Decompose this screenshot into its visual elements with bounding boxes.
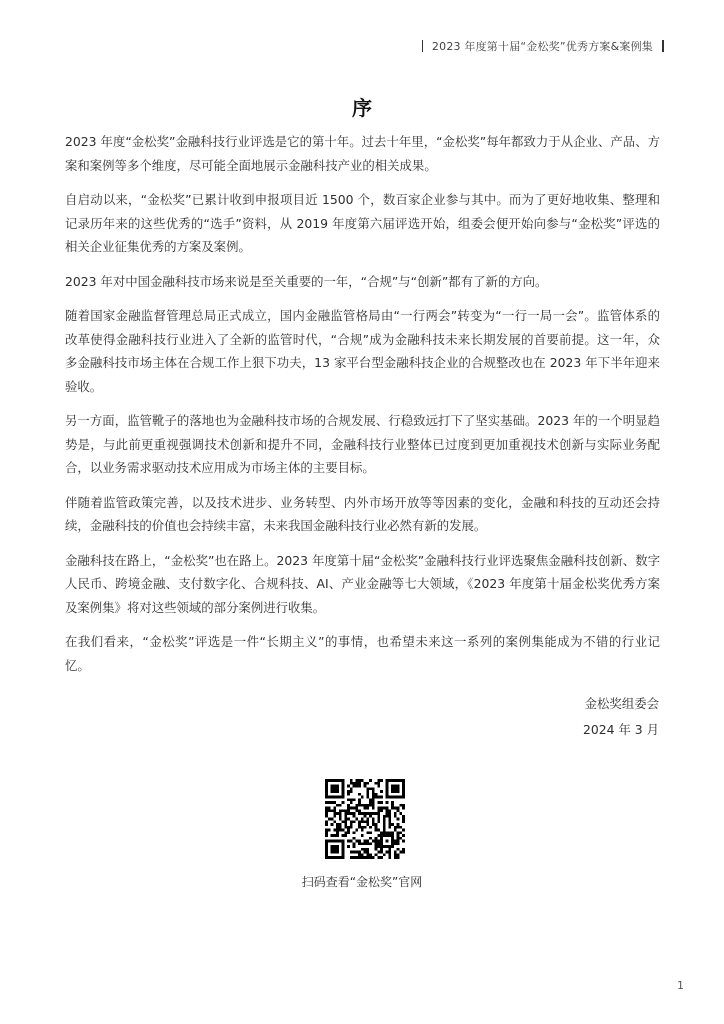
qr-code-icon[interactable]	[325, 779, 405, 859]
paragraph: 随着国家金融监督管理总局正式成立，国内金融监管格局由“一行两会”转变为“一行一局一会”。监管体系的改革使得金融科技行业进入了全新的监管时代，“合规”成为金融科技未来长期发展的首要前提。这一年，众多金融科技市场主体在合规工作上狠下功夫，13 家平台型金融科技企业的合规整改也在 2023 年下半年迎来验收。	[65, 308, 660, 394]
header-left-divider	[422, 40, 423, 52]
paragraph: 2023 年对中国金融科技市场来说是至关重要的一年，“合规”与“创新”都有了新的方向。	[65, 273, 548, 289]
header-title: 2023 年度第十届“金松奖”优秀方案&案例集	[431, 40, 653, 53]
page-number: 1	[677, 979, 684, 992]
paragraph: 自启动以来，“金松奖”已累计收到申报项目近 1500 个，数百家企业参与其中。而为了更好地收集、整理和记录历年来的这些优秀的“选手”资料，从 2019 年度第六届评选开始，组委会便开始向参与“金松奖”评选的相关企业征集优秀的方案及案例。	[65, 192, 660, 254]
header-right-divider	[662, 40, 664, 52]
paragraph: 金融科技在路上，“金松奖”也在路上。2023 年度第十届“金松奖”金融科技行业评选聚焦金融科技创新、数字人民币、跨境金融、支付数字化、合规科技、AI、产业金融等七大领域，《2023 年度第十届金松奖优秀方案及案例集》将对这些领域的部分案例进行收集。	[65, 552, 660, 615]
paragraph: 2023 年度“金松奖”金融科技行业评选是它的第十年。过去十年里，“金松奖”每年都致力于从企业、产品、方案和案例等多个维度，尽可能全面地展示金融科技产业的相关成果。	[65, 134, 660, 173]
paragraph: 伴随着监管政策完善，以及技术进步、业务转型、内外市场开放等等因素的变化，金融和科技的互动还会持续，金融科技的价值也会持续丰富，未来我国金融科技行业必然有新的发展。	[65, 494, 660, 533]
running-header	[413, 38, 664, 54]
preface-body	[65, 130, 660, 688]
qr-caption: 扫码查看“金松奖”官网	[301, 875, 423, 889]
page-title: 序	[352, 96, 372, 120]
signature-org: 金松奖组委会	[584, 696, 659, 711]
signature-date: 2024 年 3 月	[582, 722, 659, 737]
paragraph: 另一方面，监管靴子的落地也为金融科技市场的合规发展、行稳致远打下了坚实基础。2023 年的一个明显趋势是，与此前更重视强调技术创新和提升不同，金融科技行业整体已过度到更加重视技术创新与实际业务配合，以业务需求驱动技术应用成为市场主体的主要目标。	[65, 413, 660, 475]
paragraph: 在我们看来，“金松奖”评选是一件“长期主义”的事情，也希望未来这一系列的案例集能成为不错的行业记忆。	[65, 634, 660, 673]
